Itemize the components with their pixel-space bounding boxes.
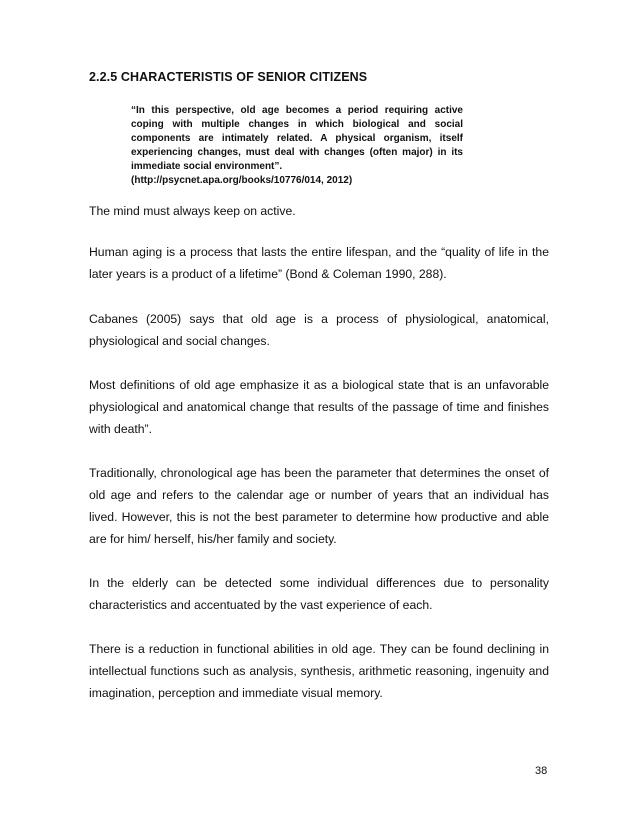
paragraph: The mind must always keep on active. — [89, 204, 296, 218]
paragraph: Cabanes (2005) says that old age is a process of physiological, anatomical, physiological and social changes. — [89, 312, 549, 348]
page-number: 38 — [535, 765, 548, 777]
paragraph: In the elderly can be detected some individual differences due to personality characteristics and accentuated by the vast experience of each. — [89, 576, 549, 612]
block-quote — [131, 104, 463, 189]
paragraph: Human aging is a process that lasts the entire lifespan, and the “quality of life in the later years is a product of a lifetime” (Bond & Coleman 1990, 288). — [89, 245, 549, 281]
paragraph: Most definitions of old age emphasize it as a biological state that is an unfavorable physiological and anatomical change that results of the passage of time and finishes with death”. — [89, 378, 549, 436]
quote-text: “In this perspective, old age becomes a period requiring active coping with multiple changes in which biological and social components are intimately related. A physical organism, itself experiencing changes, must deal with changes (often major) in its immediate social environment”. — [131, 105, 463, 173]
quote-citation: (http://psycnet.apa.org/books/10776/014, 2012) — [131, 175, 353, 187]
paragraph: There is a reduction in functional abilities in old age. They can be found declining in intellectual functions such as analysis, synthesis, arithmetic reasoning, ingenuity and imagination, perception and immediate visual memory. — [89, 642, 549, 700]
section-heading: 2.2.5 CHARACTERISTIS OF SENIOR CITIZENS — [89, 70, 368, 84]
paragraph: Traditionally, chronological age has been the parameter that determines the onset of old age and refers to the calendar age or number of years that an individual has lived. However, this is not the best parameter to determine how productive and able are for him/ herself, his/her family and society. — [89, 466, 549, 546]
